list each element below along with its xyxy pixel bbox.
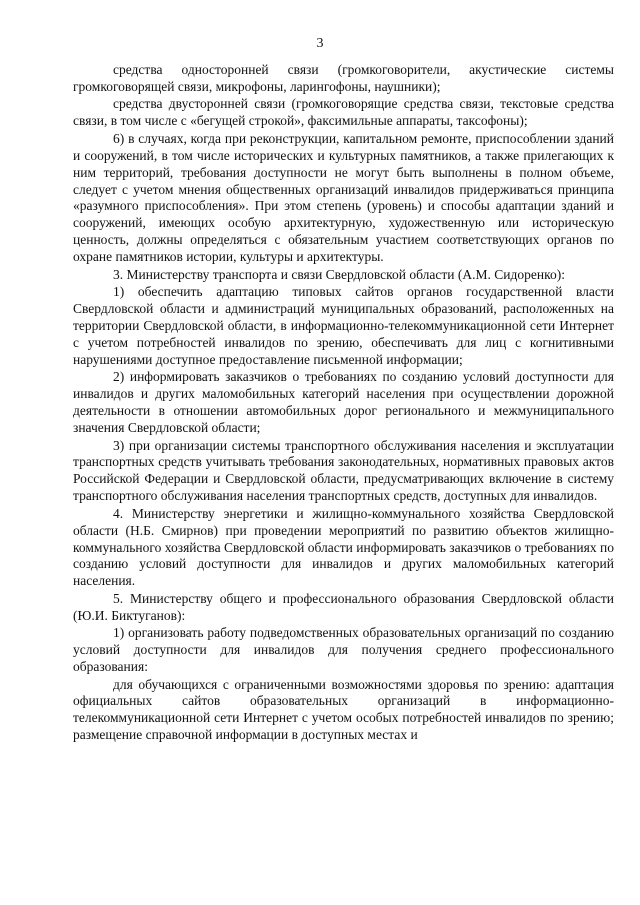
paragraph-visually-impaired-students: для обучающихся с ограниченными возможностями здоровья по зрению: адаптация официальных сайтов образовательных организаций в информационно-телекоммуникационной сети Интернет с учетом особых потребностей инвалидов по зрению; размещение справочной информации в доступных местах и	[73, 676, 614, 743]
paragraph-section-3-ministry-transport: 3. Министерству транспорта и связи Свердловской области (А.М. Сидоренко):	[113, 266, 565, 282]
page-number: 3	[316, 36, 324, 51]
paragraph-two-way-communication: средства двусторонней связи (громкоговорящие средства связи, текстовые средства связи, в том числе с «бегущей строкой», факсимильные аппараты, таксофоны);	[73, 96, 614, 129]
paragraph-item-6-reasonable-accommodation: 6) в случаях, когда при реконструкции, капитальном ремонте, приспособлении зданий и сооружений, в том числе исторических и культурных памятников, а также прилегающих к ним территорий, требования доступности не могут быть выполнены в полном объеме, следует с учетом мнения общественных организаций инвалидов придерживаться принципа «разумного приспособления». При этом степень (уровень) и способы адаптации зданий и сооружений, имеющих особую архитектурную, художественную или историческую ценность, должны определяться с обязательным участием соответствующих органов по охране памятников истории, культуры и архитектуры.	[73, 130, 614, 265]
paragraph-one-way-communication: средства односторонней связи (громкоговорители, акустические системы громкоговорящей связи, микрофоны, ларингофоны, наушники);	[73, 62, 614, 94]
paragraph-section-3-item-2: 2) информировать заказчиков о требованиях по созданию условий доступности для инвалидов и других маломобильных категорий населения при осуществлении дорожной деятельности в отношении автомобильных дорог регионального и межмуниципального значения Свердловской области;	[73, 369, 614, 435]
paragraph-section-3-item-3: 3) при организации системы транспортного обслуживания населения и эксплуатации транспортных средств учитывать требования законодательных, нормативных правовых актов Российской Федерации и Свердловской области, предусматривающих включение в систему транспортного обслуживания населения транспортных средств, доступных для инвалидов.	[73, 437, 614, 504]
paragraph-section-4-ministry-energy: 4. Министерству энергетики и жилищно-коммунального хозяйства Свердловской области (Н.Б. Смирнов) при проведении мероприятий по развитию объектов жилищно-коммунального хозяйства Свердловской области информировать заказчиков о требованиях по созданию условий доступности для инвалидов и других маломобильных категорий населения.	[73, 505, 614, 589]
paragraph-section-5-ministry-education: 5. Министерству общего и профессионального образования Свердловской области (Ю.И. Биктуганов):	[73, 590, 614, 623]
paragraph-section-3-item-1: 1) обеспечить адаптацию типовых сайтов органов государственной власти Свердловской области и администраций муниципальных образований, расположенных на территории Свердловской области, в информационно-телекоммуникационной сети Интернет с учетом потребностей инвалидов по зрению, обеспечивать для лиц с когнитивными нарушениями доступное предоставление письменной информации;	[73, 284, 614, 367]
document-body	[73, 62, 614, 745]
paragraph-section-5-item-1: 1) организовать работу подведомственных образовательных организаций по созданию условий доступности для инвалидов для получения среднего профессионального образования:	[73, 625, 614, 675]
